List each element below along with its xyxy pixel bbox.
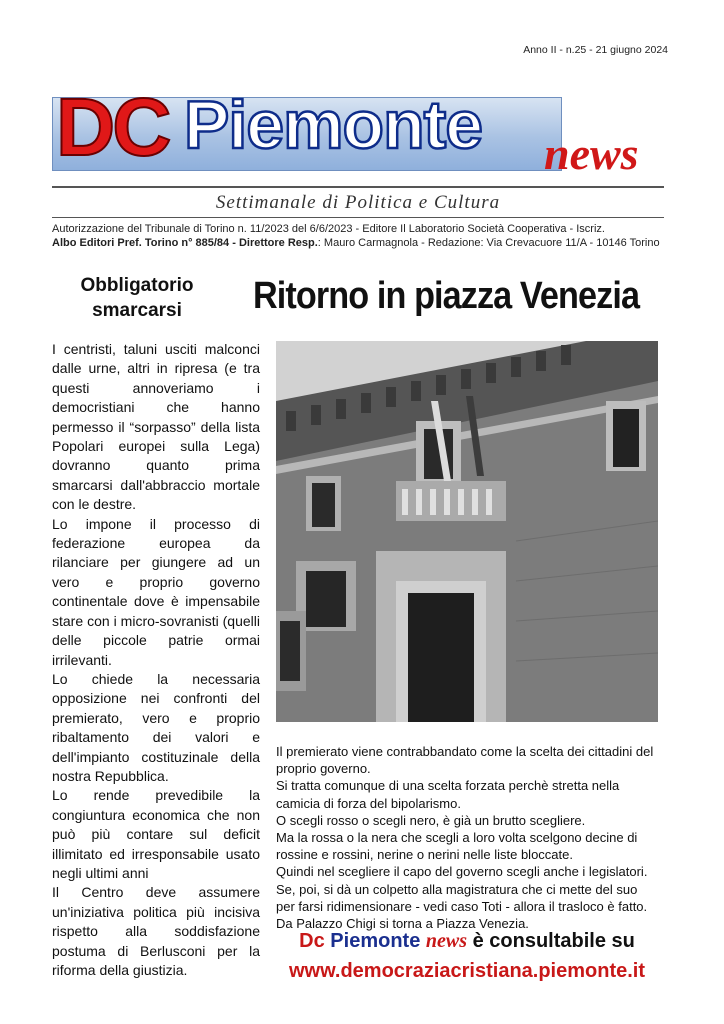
article-paragraph: Il premierato viene contrabbandato come la scelta dei cittadini del proprio governo. — [276, 744, 654, 777]
authorization-line-2: Albo Editori Pref. Torino n° 885/84 - Direttore Resp.: Mauro Carmagnola - Redazione: Via Crevacuore 11/A - 10146 Torino — [52, 237, 660, 249]
headline: Ritorno in piazza Venezia — [253, 275, 640, 317]
sidebar-paragraph: Lo rende prevedibile la congiuntura economica che non può più contare sul deficit illimitato ed irresponsabile usato negli ultimi anni — [52, 787, 260, 881]
tagline: Settimanale di Politica e Cultura — [215, 192, 501, 213]
article-paragraph: O scegli rosso o scegli nero, è già un brutto scegliere. — [276, 812, 586, 828]
article-paragraph: Quindi nel scegliere il capo del governo scegli anche i legislatori. — [276, 864, 648, 880]
sidebar-paragraph: Lo impone il processo di federazione europea da rilanciare per giungere ad un vero e proprio governo continentale dove è impensabile stare con i micro-sovranisti (quelli delle piccole patrie ormai irrilevanti. — [52, 515, 260, 668]
sidebar-title: Obbligatorio smarcarsi — [80, 275, 194, 321]
masthead-piemonte: Piemonte — [184, 87, 483, 163]
sidebar-paragraph: Il Centro deve assumere un'iniziativa politica più incisiva rispetto alla soddisfazione postuma di Berlusconi per la riforma della giustizia. — [52, 884, 260, 978]
palazzo-venezia-photo — [276, 341, 658, 722]
article-paragraph: Ma la rossa o la nera che scegli a loro volta scelgono decine di rossine e rossini, nerine o nerini nelle liste bloccate. — [276, 830, 638, 863]
authorization-line-1: Autorizzazione del Tribunale di Torino n. 11/2023 del 6/6/2023 - Editore Il Laboratorio Società Cooperativa - Iscriz. — [52, 223, 605, 235]
article-paragraph: Si tratta comunque di una scelta forzata perchè stretta nella camicia di forza del bipolarismo. — [276, 778, 620, 811]
promo-box — [262, 928, 672, 985]
article-paragraph: Se, poi, si dà un colpetto alla magistratura che ci mette del suo per farsi ridimensionare - vedi caso Toti - allora il trasloco è fatto. — [276, 881, 648, 914]
masthead-news: news — [544, 128, 639, 179]
sidebar-paragraph: I centristi, taluni usciti malconci dalle urne, altri in ripresa (e tra questi annoveriamo i democristiani che hanno permesso il “sorpasso” della lista Popolari europei sulla Lega) dovranno quanto prima smarcarsi dall'abbraccio mortale con le destre. — [52, 341, 260, 513]
masthead-rule-top — [52, 186, 664, 188]
masthead-dc: DC — [56, 82, 169, 173]
sidebar-body — [52, 340, 260, 980]
building-illustration — [276, 341, 658, 722]
authorization-note — [52, 222, 672, 250]
promo-line-1: Dc Piemonte news è consultabile su — [299, 930, 635, 952]
article-body — [276, 743, 658, 932]
masthead-logo — [52, 82, 664, 183]
issue-info: Anno II - n.25 - 21 giugno 2024 — [523, 44, 668, 56]
masthead-rule-bottom — [52, 217, 664, 218]
sidebar-paragraph: Lo chiede la necessaria opposizione nei confronti del premierato, vero e proprio ribaltamento dei valori e dell'impianto costituzinale della nostra Repubblica. — [52, 670, 260, 784]
article-paragraph: Da Palazzo Chigi si torna a Piazza Venezia. — [276, 916, 529, 932]
website-link[interactable]: www.democraziacristiana.piemonte.it — [288, 960, 646, 982]
